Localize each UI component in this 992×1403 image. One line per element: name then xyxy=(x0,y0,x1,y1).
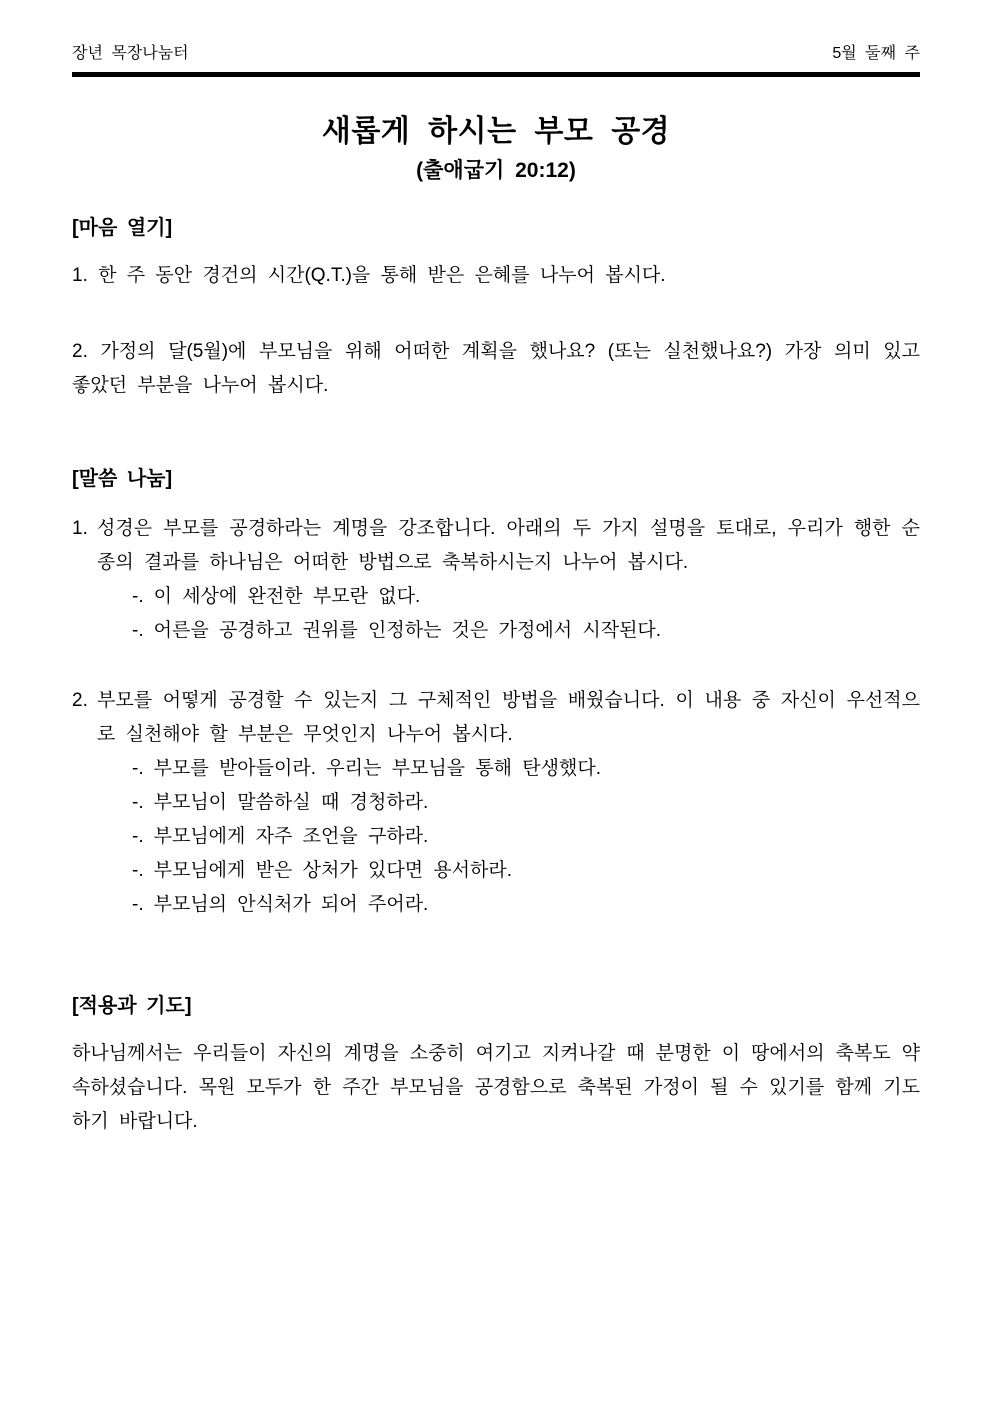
page-title: 새롭게 하시는 부모 공경 xyxy=(321,115,671,148)
bullet-marker: -. xyxy=(132,620,144,641)
bullet-text: 부모님에게 받은 상처가 있다면 용서하라. xyxy=(153,860,513,881)
bullet-text: 부모를 받아들이라. 우리는 부모님을 통해 탄생했다. xyxy=(153,758,601,779)
section-word-sharing xyxy=(72,467,920,922)
bullet-text: 어른을 공경하고 권위를 인정하는 것은 가정에서 시작된다. xyxy=(153,620,662,641)
bullet-item xyxy=(97,854,920,888)
item-text: 성경은 부모를 공경하라는 계명을 강조합니다. 아래의 두 가지 설명을 토대로, 우리가 행한 순종의 결과를 하나님은 어떠한 방법으로 축복하시는지 나누어 봅시다. xyxy=(97,518,920,573)
bullet-list xyxy=(97,752,920,922)
bullet-marker: -. xyxy=(132,826,144,847)
bullet-list xyxy=(97,580,920,648)
header-right-label: 5월 둘째 주 xyxy=(832,45,920,62)
numbered-item xyxy=(72,335,920,403)
numbered-item xyxy=(72,259,920,293)
bullet-text: 부모님의 안식처가 되어 주어라. xyxy=(153,894,429,915)
running-header xyxy=(72,44,920,63)
bullet-item xyxy=(97,614,920,648)
numbered-item xyxy=(72,684,920,922)
closing-paragraph: 하나님께서는 우리들이 자신의 계명을 소중히 여기고 지켜나갈 때 분명한 이 땅에서의 축복도 약속하셨습니다. 목원 모두가 한 주간 부모님을 공경함으로 축복된 가정이 될 수 있기를 함께 기도하기 바랍니다. xyxy=(72,1043,920,1132)
bullet-item xyxy=(97,580,920,614)
bullet-item xyxy=(97,752,920,786)
bullet-marker: -. xyxy=(132,894,144,915)
bullet-text: 부모님이 말씀하실 때 경청하라. xyxy=(153,792,429,813)
item-number: 2. xyxy=(72,690,88,711)
bullet-marker: -. xyxy=(132,586,144,607)
section-heading: [적용과 기도] xyxy=(72,995,192,1017)
numbered-item xyxy=(72,512,920,648)
header-left-label: 장년 목장나눔터 xyxy=(72,45,189,62)
item-text: 부모를 어떻게 공경할 수 있는지 그 구체적인 방법을 배웠습니다. 이 내용 중 자신이 우선적으로 실천해야 할 부분은 무엇인지 나누어 봅시다. xyxy=(97,690,920,745)
bullet-marker: -. xyxy=(132,792,144,813)
bullet-text: 부모님에게 자주 조언을 구하라. xyxy=(153,826,429,847)
section-opening-hearts xyxy=(72,216,920,403)
bullet-item xyxy=(97,786,920,820)
section-application-prayer xyxy=(72,994,920,1139)
bullet-item xyxy=(97,820,920,854)
header-divider xyxy=(72,72,920,77)
bullet-text: 이 세상에 완전한 부모란 없다. xyxy=(153,586,421,607)
item-number: 2. xyxy=(72,341,88,362)
bullet-marker: -. xyxy=(132,860,144,881)
bullet-item xyxy=(97,888,920,922)
item-text: 가정의 달(5월)에 부모님을 위해 어떠한 계획을 했나요? (또는 실천했나요?) 가장 의미 있고 좋았던 부분을 나누어 봅시다. xyxy=(72,341,920,396)
page-subtitle: (출애굽기 20:12) xyxy=(416,159,576,182)
section-heading: [마음 열기] xyxy=(72,217,173,239)
bullet-marker: -. xyxy=(132,758,144,779)
item-number: 1. xyxy=(72,518,88,539)
item-number: 1. xyxy=(72,265,88,286)
item-text: 한 주 동안 경건의 시간(Q.T.)을 통해 받은 은혜를 나누어 봅시다. xyxy=(98,265,666,286)
section-heading: [말씀 나눔] xyxy=(72,468,173,490)
